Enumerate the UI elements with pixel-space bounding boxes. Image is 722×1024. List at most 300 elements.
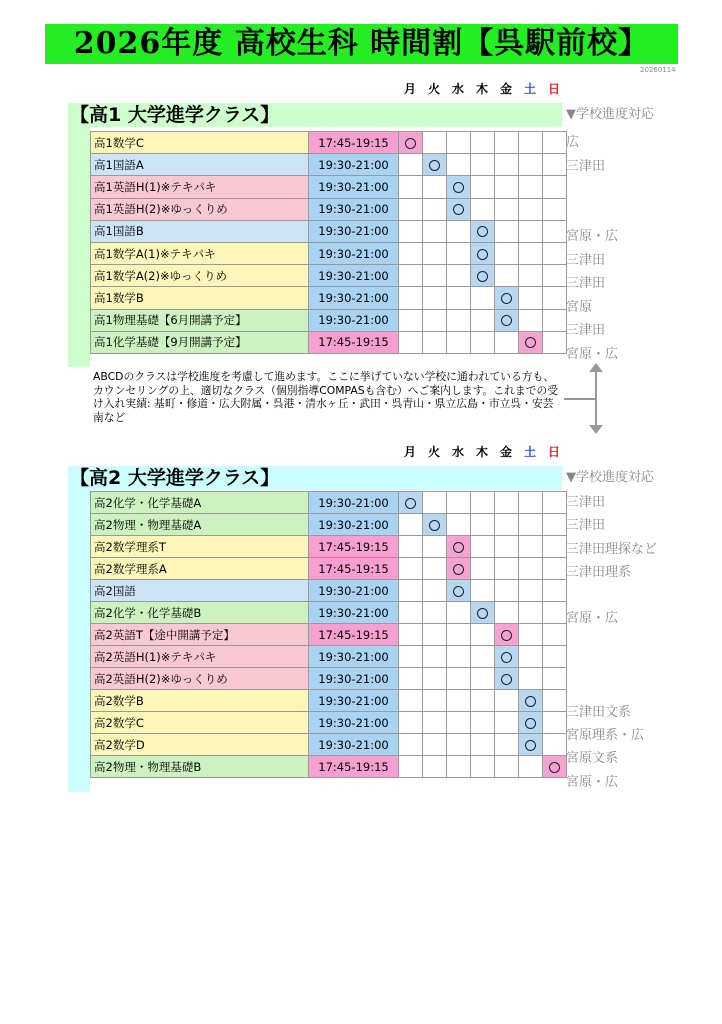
scheduled-circle-icon <box>453 204 464 215</box>
class-name: 高2英語H(2)※ゆっくりめ <box>91 668 309 690</box>
class-time: 19:30-21:00 <box>309 734 399 756</box>
day-cell <box>543 265 567 287</box>
day-cell <box>495 668 519 690</box>
timetable-row <box>91 242 567 264</box>
weekday-label: 土 <box>523 82 536 96</box>
teacher-name: 三津田 <box>566 518 606 534</box>
day-cell <box>399 265 423 287</box>
day-cell <box>543 287 567 309</box>
class-name: 高2数学理系T <box>91 536 309 558</box>
class-time: 19:30-21:00 <box>309 242 399 264</box>
class-time: 19:30-21:00 <box>309 154 399 176</box>
day-cell <box>543 514 567 536</box>
day-cell <box>447 198 471 220</box>
class-time: 19:30-21:00 <box>309 668 399 690</box>
scheduled-circle-icon <box>477 271 488 282</box>
class-name: 高2数学B <box>91 690 309 712</box>
day-cell <box>519 176 543 198</box>
day-cell <box>543 690 567 712</box>
day-cell <box>519 558 543 580</box>
progress-note-heading-1: ▼学校進度対応 <box>566 107 654 122</box>
scheduled-circle-icon <box>501 315 512 326</box>
day-cell <box>399 646 423 668</box>
day-cell <box>471 756 495 778</box>
teacher-name: 三津田 <box>566 252 606 268</box>
day-cell <box>495 646 519 668</box>
class-name: 高1数学B <box>91 287 309 309</box>
class-name: 高2英語T【途中開講予定】 <box>91 624 309 646</box>
class-time: 19:30-21:00 <box>309 492 399 514</box>
day-cell <box>447 154 471 176</box>
day-cell <box>543 154 567 176</box>
teacher-name: 三津田 <box>566 158 606 174</box>
day-cell <box>519 287 543 309</box>
timetable-row <box>91 558 567 580</box>
day-cell <box>495 514 519 536</box>
section-heading-1: 【高1 大学進学クラス】 <box>68 103 562 127</box>
day-cell <box>495 176 519 198</box>
day-cell <box>471 176 495 198</box>
day-cell <box>495 198 519 220</box>
day-cell <box>495 220 519 242</box>
day-cell <box>423 580 447 602</box>
teacher-name: 宮原理系・広 <box>566 727 645 743</box>
timetable-row <box>91 536 567 558</box>
day-cell <box>519 242 543 264</box>
weekday-label: 木 <box>475 445 488 459</box>
day-cell <box>519 198 543 220</box>
day-cell <box>447 558 471 580</box>
timetable-row <box>91 646 567 668</box>
date-code: 20260114 <box>640 66 676 74</box>
day-cell <box>471 331 495 353</box>
day-cell <box>423 220 447 242</box>
day-cell <box>447 242 471 264</box>
class-time: 17:45-19:15 <box>309 536 399 558</box>
day-cell <box>423 536 447 558</box>
weekday-header-1 <box>398 80 566 97</box>
day-cell <box>423 602 447 624</box>
scheduled-circle-icon <box>501 652 512 663</box>
day-cell <box>495 690 519 712</box>
scheduled-circle-icon <box>549 762 560 773</box>
day-cell <box>495 242 519 264</box>
day-cell <box>399 514 423 536</box>
class-name: 高1物理基礎【6月開講予定】 <box>91 309 309 331</box>
class-name: 高1国語A <box>91 154 309 176</box>
day-cell <box>543 242 567 264</box>
timetable-row <box>91 734 567 756</box>
day-cell <box>471 132 495 154</box>
day-cell <box>423 646 447 668</box>
class-name: 高2化学・化学基礎B <box>91 602 309 624</box>
day-cell <box>495 492 519 514</box>
day-cell <box>399 198 423 220</box>
scheduled-circle-icon <box>405 138 416 149</box>
timetable-row <box>91 132 567 154</box>
teacher-name <box>566 584 716 607</box>
timetable-row <box>91 602 567 624</box>
weekday-label: 火 <box>427 82 440 96</box>
scheduled-circle-icon <box>525 696 536 707</box>
day-cell <box>399 287 423 309</box>
class-name: 高2国語 <box>91 580 309 602</box>
weekday-label: 月 <box>403 82 416 96</box>
day-cell <box>495 756 519 778</box>
class-time: 19:30-21:00 <box>309 220 399 242</box>
teacher-name: 三津田理系 <box>566 564 632 580</box>
day-cell <box>543 492 567 514</box>
class-time: 19:30-21:00 <box>309 580 399 602</box>
day-cell <box>471 154 495 176</box>
day-cell <box>543 668 567 690</box>
class-time: 19:30-21:00 <box>309 176 399 198</box>
day-cell <box>519 580 543 602</box>
scheduled-circle-icon <box>477 226 488 237</box>
page-title: 2026年度 高校生科 時間割【呉駅前校】 <box>45 24 678 64</box>
day-cell <box>447 132 471 154</box>
day-cell <box>543 176 567 198</box>
timetable-row <box>91 265 567 287</box>
day-cell <box>519 309 543 331</box>
day-cell <box>543 558 567 580</box>
day-cell <box>519 220 543 242</box>
timetable-row <box>91 331 567 353</box>
day-cell <box>495 602 519 624</box>
day-cell <box>519 132 543 154</box>
day-cell <box>519 514 543 536</box>
day-cell <box>423 287 447 309</box>
teacher-column-1 <box>566 131 716 366</box>
day-cell <box>447 492 471 514</box>
timetable-row <box>91 176 567 198</box>
teacher-name <box>566 631 716 654</box>
day-cell <box>399 580 423 602</box>
class-name: 高2物理・物理基礎A <box>91 514 309 536</box>
class-name: 高2英語H(1)※テキパキ <box>91 646 309 668</box>
teacher-name <box>566 178 716 202</box>
day-cell <box>423 690 447 712</box>
day-cell <box>399 536 423 558</box>
weekday-label: 木 <box>475 82 488 96</box>
day-cell <box>471 558 495 580</box>
notice-text: ABCDのクラスは学校進度を考慮して進めます。ここに挙げていない学校に通われている方も、カウンセリングの上、適切なクラス（個別指導COMPASも含む）へご案内します。これまでの受け入れ実績: 基町・修道・広大附属・呉港・清水ヶ丘・武田・呉青山・県立広島・市立呉・安芸南など <box>93 370 559 424</box>
day-cell <box>471 580 495 602</box>
class-time: 19:30-21:00 <box>309 514 399 536</box>
day-cell <box>447 712 471 734</box>
weekday-label: 日 <box>547 445 560 459</box>
day-cell <box>447 646 471 668</box>
scheduled-circle-icon <box>501 674 512 685</box>
scheduled-circle-icon <box>477 249 488 260</box>
day-cell <box>447 690 471 712</box>
day-cell <box>447 536 471 558</box>
scheduled-circle-icon <box>477 608 488 619</box>
day-cell <box>471 514 495 536</box>
day-cell <box>399 132 423 154</box>
day-cell <box>447 668 471 690</box>
class-name: 高1数学A(1)※テキパキ <box>91 242 309 264</box>
day-cell <box>543 646 567 668</box>
day-cell <box>399 558 423 580</box>
day-cell <box>447 287 471 309</box>
timetable-row <box>91 756 567 778</box>
day-cell <box>423 712 447 734</box>
section-sidebar-1 <box>68 127 90 367</box>
class-name: 高1国語B <box>91 220 309 242</box>
class-name: 高2数学C <box>91 712 309 734</box>
class-time: 17:45-19:15 <box>309 132 399 154</box>
class-time: 19:30-21:00 <box>309 690 399 712</box>
day-cell <box>519 492 543 514</box>
class-time: 19:30-21:00 <box>309 198 399 220</box>
class-name: 高1数学A(2)※ゆっくりめ <box>91 265 309 287</box>
arrow-connector-vertical <box>595 370 597 428</box>
day-cell <box>399 331 423 353</box>
day-cell <box>399 242 423 264</box>
weekday-label: 月 <box>403 445 416 459</box>
scheduled-circle-icon <box>525 718 536 729</box>
weekday-label: 土 <box>523 445 536 459</box>
day-cell <box>423 265 447 287</box>
day-cell <box>519 331 543 353</box>
day-cell <box>399 220 423 242</box>
day-cell <box>471 536 495 558</box>
day-cell <box>543 198 567 220</box>
day-cell <box>543 132 567 154</box>
scheduled-circle-icon <box>453 586 464 597</box>
day-cell <box>519 712 543 734</box>
day-cell <box>471 668 495 690</box>
day-cell <box>519 602 543 624</box>
day-cell <box>399 690 423 712</box>
timetable-row <box>91 309 567 331</box>
day-cell <box>519 690 543 712</box>
day-cell <box>423 132 447 154</box>
day-cell <box>543 580 567 602</box>
progress-note-heading-2: ▼学校進度対応 <box>566 470 654 485</box>
weekday-label: 金 <box>499 445 512 459</box>
timetable-row <box>91 690 567 712</box>
day-cell <box>471 624 495 646</box>
day-cell <box>423 492 447 514</box>
class-name: 高2数学理系A <box>91 558 309 580</box>
day-cell <box>423 756 447 778</box>
day-cell <box>519 646 543 668</box>
day-cell <box>447 756 471 778</box>
day-cell <box>447 220 471 242</box>
arrow-connector <box>564 398 596 400</box>
class-name: 高1化学基礎【9月開講予定】 <box>91 331 309 353</box>
teacher-name: 宮原・広 <box>566 774 619 790</box>
timetable-row <box>91 154 567 176</box>
day-cell <box>471 690 495 712</box>
day-cell <box>423 558 447 580</box>
day-cell <box>399 154 423 176</box>
timetable-row <box>91 712 567 734</box>
timetable-row <box>91 198 567 220</box>
day-cell <box>495 734 519 756</box>
day-cell <box>543 536 567 558</box>
day-cell <box>495 712 519 734</box>
teacher-name: 宮原文系 <box>566 751 619 767</box>
scheduled-circle-icon <box>405 498 416 509</box>
arrow-up-icon <box>589 363 603 372</box>
scheduled-circle-icon <box>501 293 512 304</box>
day-cell <box>471 309 495 331</box>
day-cell <box>495 331 519 353</box>
day-cell <box>543 734 567 756</box>
timetable-row <box>91 580 567 602</box>
day-cell <box>399 624 423 646</box>
day-cell <box>471 265 495 287</box>
day-cell <box>471 220 495 242</box>
day-cell <box>423 331 447 353</box>
teacher-name: 宮原・広 <box>566 346 619 362</box>
day-cell <box>399 756 423 778</box>
day-cell <box>399 734 423 756</box>
day-cell <box>471 712 495 734</box>
class-time: 19:30-21:00 <box>309 287 399 309</box>
teacher-name: 三津田理探など <box>566 541 658 557</box>
day-cell <box>399 309 423 331</box>
class-time: 19:30-21:00 <box>309 646 399 668</box>
teacher-name: 宮原・広 <box>566 229 619 244</box>
day-cell <box>399 602 423 624</box>
day-cell <box>495 624 519 646</box>
day-cell <box>495 154 519 176</box>
day-cell <box>447 309 471 331</box>
day-cell <box>447 331 471 353</box>
timetable-row <box>91 287 567 309</box>
day-cell <box>495 132 519 154</box>
class-name: 高1数学C <box>91 132 309 154</box>
day-cell <box>495 558 519 580</box>
scheduled-circle-icon <box>453 182 464 193</box>
scheduled-circle-icon <box>429 160 440 171</box>
day-cell <box>447 624 471 646</box>
class-time: 17:45-19:15 <box>309 756 399 778</box>
day-cell <box>543 756 567 778</box>
day-cell <box>519 734 543 756</box>
teacher-name <box>566 677 716 700</box>
weekday-label: 火 <box>427 445 440 459</box>
day-cell <box>447 602 471 624</box>
day-cell <box>471 492 495 514</box>
teacher-column-2 <box>566 491 716 794</box>
day-cell <box>471 242 495 264</box>
day-cell <box>399 176 423 198</box>
weekday-label: 水 <box>451 82 464 96</box>
scheduled-circle-icon <box>525 337 536 348</box>
weekday-label: 日 <box>547 82 560 96</box>
weekday-header-2 <box>398 443 566 460</box>
teacher-name: 三津田 <box>566 495 606 510</box>
day-cell <box>399 668 423 690</box>
timetable-row <box>91 492 567 514</box>
class-time: 19:30-21:00 <box>309 602 399 624</box>
teacher-name <box>566 654 716 677</box>
day-cell <box>423 668 447 690</box>
scheduled-circle-icon <box>429 520 440 531</box>
section-heading-2: 【高2 大学進学クラス】 <box>68 466 562 490</box>
day-cell <box>519 624 543 646</box>
day-cell <box>471 646 495 668</box>
day-cell <box>423 242 447 264</box>
teacher-name: 宮原・広 <box>566 611 619 627</box>
day-cell <box>447 514 471 536</box>
day-cell <box>447 580 471 602</box>
day-cell <box>423 624 447 646</box>
class-time: 19:30-21:00 <box>309 712 399 734</box>
class-name: 高1英語H(2)※ゆっくりめ <box>91 198 309 220</box>
day-cell <box>519 154 543 176</box>
class-name: 高2数学D <box>91 734 309 756</box>
day-cell <box>495 265 519 287</box>
class-name: 高1英語H(1)※テキパキ <box>91 176 309 198</box>
scheduled-circle-icon <box>501 630 512 641</box>
day-cell <box>495 536 519 558</box>
day-cell <box>423 734 447 756</box>
teacher-name: 三津田 <box>566 276 606 291</box>
day-cell <box>423 198 447 220</box>
arrow-down-icon <box>589 425 603 434</box>
timetable-row <box>91 668 567 690</box>
day-cell <box>423 176 447 198</box>
section-sidebar-2 <box>68 490 90 792</box>
day-cell <box>471 602 495 624</box>
day-cell <box>543 220 567 242</box>
day-cell <box>447 176 471 198</box>
day-cell <box>399 492 423 514</box>
teacher-name: 広 <box>566 135 580 150</box>
class-name: 高2物理・物理基礎B <box>91 756 309 778</box>
timetable-1 <box>90 131 567 354</box>
class-time: 19:30-21:00 <box>309 309 399 331</box>
day-cell <box>495 309 519 331</box>
day-cell <box>543 712 567 734</box>
day-cell <box>447 265 471 287</box>
class-time: 17:45-19:15 <box>309 558 399 580</box>
timetable-row <box>91 624 567 646</box>
day-cell <box>519 536 543 558</box>
timetable-row <box>91 220 567 242</box>
scheduled-circle-icon <box>525 740 536 751</box>
scheduled-circle-icon <box>453 542 464 553</box>
teacher-name <box>566 202 716 226</box>
day-cell <box>447 734 471 756</box>
day-cell <box>399 712 423 734</box>
teacher-name: 宮原 <box>566 299 593 315</box>
day-cell <box>543 602 567 624</box>
day-cell <box>471 287 495 309</box>
timetable-row <box>91 514 567 536</box>
teacher-name: 三津田 <box>566 323 606 338</box>
day-cell <box>495 287 519 309</box>
day-cell <box>519 756 543 778</box>
day-cell <box>543 309 567 331</box>
teacher-name: 三津田文系 <box>566 704 632 720</box>
day-cell <box>471 198 495 220</box>
weekday-label: 水 <box>451 445 464 459</box>
class-time: 19:30-21:00 <box>309 265 399 287</box>
day-cell <box>471 734 495 756</box>
class-name: 高2化学・化学基礎A <box>91 492 309 514</box>
day-cell <box>423 309 447 331</box>
day-cell <box>495 580 519 602</box>
day-cell <box>519 265 543 287</box>
class-time: 17:45-19:15 <box>309 624 399 646</box>
